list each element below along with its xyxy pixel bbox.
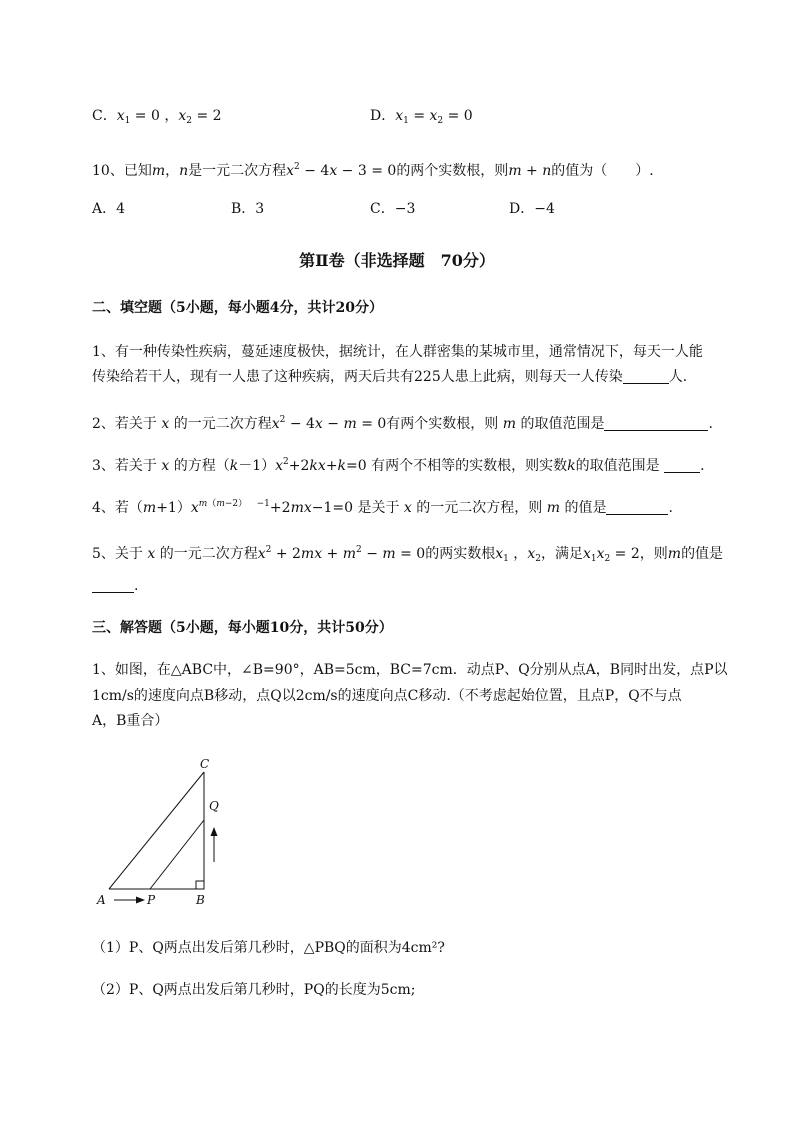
s3-q1-line2: 1cm/s的速度向点B移动，点Q以2cm/s的速度向点C移动.（不考虑起始位置，且点P，Q不与点: [92, 688, 682, 704]
label-c: C: [200, 757, 210, 771]
q9-option-c: C．$x_1 = 0$ ，$x_2 = 2$: [92, 108, 222, 126]
s3-q1-sub1: （1）P、Q两点出发后第几秒时，△PBQ的面积为4cm²?: [92, 940, 445, 956]
section2-heading: 二、填空题（5小题，每小题4分，共计20分）: [92, 300, 383, 316]
s2-q1-line1: 1、有一种传染性疾病，蔓延速度极快，据统计，在人群密集的某城市里，通常情况下，每天一人能: [92, 344, 703, 360]
s2-q3: 3、若关于 x 的方程$(k-1)x^2+2kx+k=0$ 有两个不相等的实数根，则实数k的取值范围是 .: [92, 457, 705, 474]
q10-option-c: C．−3: [370, 201, 416, 217]
part2-title: 第Ⅱ卷（非选择题 70分）: [299, 251, 495, 270]
label-a: A: [97, 893, 106, 907]
s2-q4: 4、若$(m+1)x^{m(m-2)}$ $^{-1}$+2mx−1=0 是关于 x 的一元二次方程，则 m 的值是 .: [92, 499, 673, 516]
s2-q5: 5、关于 x 的一元二次方程$x^2 + 2mx + m^2 - m = 0$的两实数根$x_1$ ，$x_2$，满足$x_1x_2 = 2$，则m的值是: [92, 545, 724, 564]
q9-option-d: D．$x_1 = x_2 = 0$: [370, 108, 473, 126]
q10-option-b: B．3: [231, 201, 265, 217]
s2-q1-line2: 传染给若干人，现有一人患了这种疾病，两天后共有225人患上此病，则每天一人传染 人．: [92, 369, 697, 385]
label-b: B: [196, 893, 205, 907]
label-p: P: [147, 893, 156, 907]
triangle-figure: [92, 752, 232, 912]
q10-option-a: A．4: [92, 201, 126, 217]
section3-heading: 三、解答题（5小题，每小题10分，共计50分）: [92, 620, 393, 636]
s3-q1-line3: A，B重合）: [92, 713, 169, 729]
q10-stem: 10、已知m，n是一元二次方程$x^2 - 4x - 3 = 0$的两个实数根，则m + n的值为（ ）.: [92, 162, 654, 179]
s3-q1-sub2: （2）P、Q两点出发后第几秒时，PQ的长度为5cm;: [92, 982, 416, 998]
s2-q5-blank: .: [92, 576, 138, 596]
q10-option-d: D．−4: [509, 201, 555, 217]
label-q: Q: [209, 799, 219, 813]
s2-q2: 2、若关于 x 的一元二次方程$x^2 - 4x - m = 0$有两个实数根，则 m 的取值范围是 .: [92, 415, 713, 432]
s3-q1-line1: 1、如图，在△ABC中，∠B=90°，AB=5cm，BC=7cm．动点P、Q分别从点A，B同时出发，点P以: [92, 662, 728, 678]
